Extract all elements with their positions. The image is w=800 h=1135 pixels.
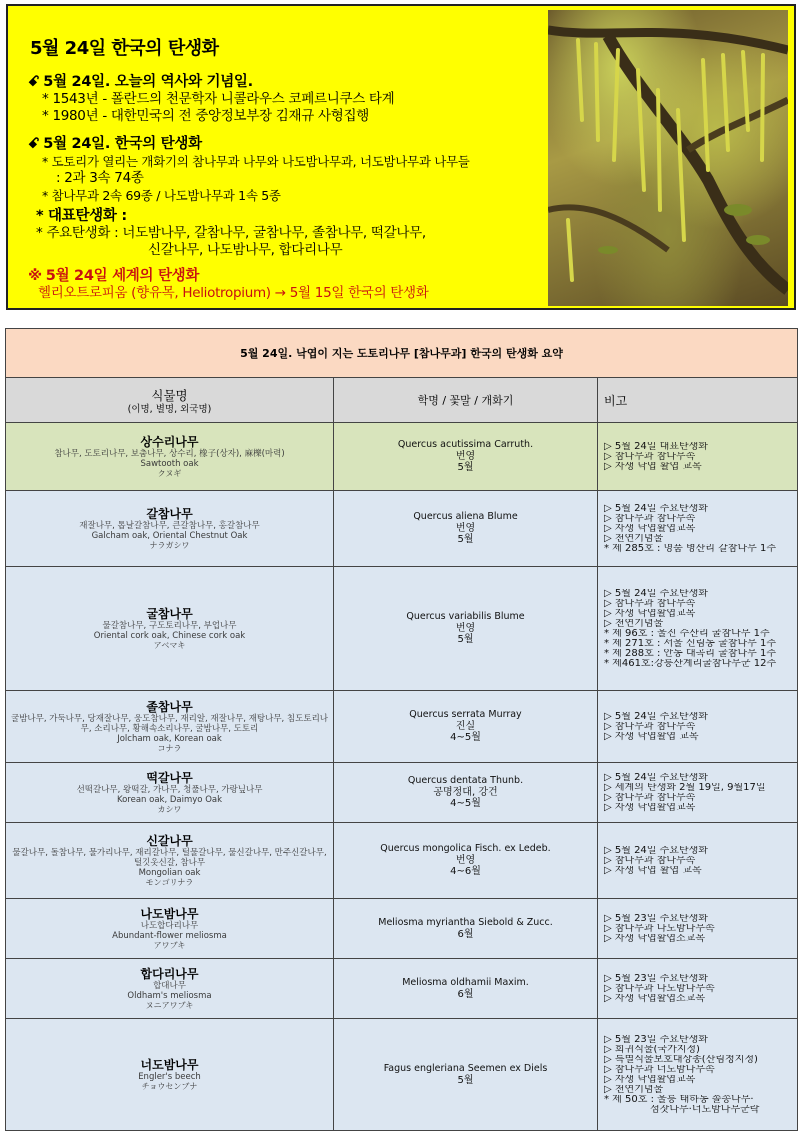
- plant-aliases: 물갈참나무, 구도토리나무, 부업나무: [102, 620, 237, 631]
- note-line: * 제461호:강릉산계리굴참나무군 12주: [604, 658, 777, 669]
- note-line: ▷ 5월 23일 주요탄생화: [604, 973, 708, 984]
- header-plant-name: 식물명 (이명, 별명, 외국명): [6, 378, 334, 423]
- flowering-season: 5월: [457, 634, 474, 646]
- world-birthflower-line: 헬리오트로피움 (향유목, Heliotropium) → 5월 15일 한국의 탄생화: [38, 285, 429, 301]
- table-row: [6, 691, 798, 763]
- birthflower-banner: [6, 4, 796, 310]
- note-line: ▷ 5월 24일 대표탄생화: [604, 441, 708, 452]
- world-birthflower-heading: 5월 24일 세계의 탄생화: [45, 268, 200, 284]
- note-line: ▷ 참나무과 너도밤나무속: [604, 1064, 715, 1075]
- note-line: ▷ 천연기념물: [604, 618, 664, 629]
- plant-japanese-name: ヌニアワブキ: [145, 1000, 194, 1010]
- plant-name: 떡갈나무: [146, 770, 193, 785]
- note-line: ▷ 자생 낙엽 활엽 교목: [604, 865, 702, 876]
- flowering-season: 6월: [457, 928, 474, 940]
- header-scientific-name: 학명 / 꽃말 / 개화기: [334, 378, 598, 423]
- plant-english-name: Oldham's meliosma: [127, 990, 212, 1001]
- scientific-name: Meliosma oldhamii Maxim.: [402, 977, 529, 988]
- note-line: ▷ 특별식물보호대상종(산림청지정): [604, 1054, 758, 1065]
- note-line: ▷ 천연기념물: [604, 1084, 664, 1095]
- history-line: * 1543년 - 폴란드의 천문학자 니콜라우스 코페르니쿠스 타계: [42, 91, 395, 107]
- table-row: [6, 491, 798, 567]
- plant-english-name: Sawtooth oak: [140, 458, 199, 469]
- flower-bullet-icon: ꗃ: [28, 74, 40, 90]
- note-line: ▷ 5월 24일 주요탄생화: [604, 711, 708, 722]
- plant-english-name: Korean oak, Daimyo Oak: [116, 794, 223, 805]
- notes-cell: [598, 423, 798, 491]
- header-notes: 비고: [598, 378, 798, 423]
- main-flower-section: [36, 208, 426, 259]
- note-line: ▷ 자생 낙엽활엽교목: [604, 523, 696, 534]
- note-line: ▷ 자생 낙엽활엽소교목: [604, 933, 705, 944]
- plant-japanese-name: クヌギ: [157, 468, 182, 478]
- flower-language: 번영: [455, 622, 476, 634]
- flowering-season: 4~5월: [450, 732, 481, 744]
- table-row: [6, 567, 798, 691]
- scientific-name: Quercus serrata Murray: [409, 709, 522, 721]
- plant-aliases: 합대나무: [153, 980, 186, 991]
- note-line: ▷ 5월 24일 주요탄생화: [604, 588, 708, 599]
- note-line: ▷ 5월 23일 주요탄생화: [604, 1034, 708, 1045]
- world-birthflower-section: [28, 268, 429, 302]
- note-line: * 제 271호 : 서울 신림동 굴참나무 1주: [604, 638, 776, 649]
- notes-cell: [598, 691, 798, 763]
- note-line: ▷ 세계의 탄생화 2월 19일, 9월17일: [604, 782, 766, 793]
- table-row: [6, 1019, 798, 1131]
- note-line: * 제 96호 : 울진 수산리 굴참나무 1주: [604, 628, 770, 639]
- scientific-name: Meliosma myriantha Siebold & Zucc.: [378, 917, 553, 928]
- note-line: ▷ 5월 24일 주요탄생화: [604, 772, 708, 783]
- plant-name: 졸참나무: [146, 699, 193, 714]
- note-line: ▷ 참나무과 참나무속: [604, 855, 696, 866]
- oak-catkin-illustration: [548, 10, 788, 306]
- flower-language: 공명정대, 강건: [433, 786, 498, 798]
- plant-english-name: Oriental cork oak, Chinese cork oak: [93, 630, 246, 641]
- note-line: * 제 50호 : 울릉 태하동 솔송나무·: [604, 1094, 754, 1105]
- plant-name: 굴참나무: [146, 606, 193, 621]
- note-line: ▷ 참나무과 참나무속: [604, 513, 696, 524]
- note-line: ▷ 자생 낙엽활엽교목: [604, 802, 696, 813]
- plant-name: 신갈나무: [146, 833, 193, 848]
- birthflower-summary-table: [5, 328, 798, 1131]
- notes-cell: [598, 823, 798, 899]
- history-line: * 1980년 - 대한민국의 전 중앙정보부장 김재규 사형집행: [42, 108, 369, 124]
- reference-mark-icon: ※: [28, 268, 42, 284]
- scientific-name: Quercus variabilis Blume: [406, 611, 525, 623]
- representative-flower-label: * 대표탄생화 :: [36, 208, 127, 224]
- table-row: [6, 423, 798, 491]
- plant-japanese-name: チョウセンブナ: [141, 1081, 198, 1091]
- plant-aliases: 물갈나무, 돌참나무, 물가리나무, 재리갈나무, 털물갈나무, 물신갈나무, 만주신갈나무, 털깃옷신갈, 참나무: [12, 847, 327, 868]
- plant-english-name: Engler's beech: [138, 1071, 201, 1082]
- plant-name: 상수리나무: [140, 434, 199, 449]
- notes-cell: [598, 1019, 798, 1131]
- notes-cell: [598, 567, 798, 691]
- korean-birthflower-heading: 5월 24일. 한국의 탄생화: [43, 136, 202, 152]
- scientific-name: Quercus acutissima Carruth.: [397, 439, 534, 451]
- table-row: [6, 823, 798, 899]
- plant-japanese-name: モンゴリナラ: [145, 877, 194, 887]
- scientific-name: Fagus engleriana Seemen ex Diels: [383, 1063, 548, 1074]
- plant-aliases: 재잘나무, 톱날갈참나무, 큰갈참나무, 홍갈참나무: [79, 520, 260, 531]
- flowering-season: 5월: [457, 534, 474, 546]
- banner-title: 5월 24일 한국의 탄생화: [30, 38, 219, 59]
- notes-cell: [598, 959, 798, 1019]
- birthflower-line: * 참나무과 2속 69종 / 나도밤나무과 1속 5종: [42, 188, 281, 203]
- plant-english-name: Abundant-flower meliosma: [112, 930, 227, 941]
- note-line: ▷ 참나무과 참나무속: [604, 792, 696, 803]
- note-line: 섬잣나무·너도밤나무군락: [650, 1104, 760, 1115]
- birthflower-line: : 2과 3속 74종: [56, 170, 144, 186]
- flower-bullet-icon: ꗃ: [28, 136, 40, 152]
- plant-japanese-name: コナラ: [157, 743, 182, 753]
- flowering-season: 6월: [457, 988, 474, 1000]
- korean-birthflower-section: [28, 136, 470, 204]
- plant-japanese-name: アベマキ: [153, 640, 186, 650]
- plant-aliases: 나도합다리나무: [140, 920, 199, 931]
- main-flower-line: * 주요탄생화 : 너도밤나무, 갈참나무, 굴참나무, 졸참나무, 떡갈나무,: [36, 225, 426, 241]
- flowering-season: 4~5월: [450, 798, 481, 810]
- plant-aliases: 참나무, 도토리나무, 보춤나무, 상수리, 橡子(상자), 麻櫟(마력): [54, 448, 285, 459]
- table-row: [6, 899, 798, 959]
- notes-cell: [598, 491, 798, 567]
- plant-name: 나도밤나무: [140, 906, 199, 921]
- flower-language: 진실: [455, 720, 476, 732]
- plant-english-name: Galcham oak, Oriental Chestnut Oak: [91, 530, 248, 541]
- plant-japanese-name: カシワ: [157, 804, 182, 814]
- note-line: ▷ 참나무과 참나무속: [604, 598, 696, 609]
- oak-catkin-photo: [548, 10, 788, 306]
- plant-japanese-name: ナラガシワ: [149, 540, 190, 550]
- birthflower-line: * 도토리가 열리는 개화기의 참나무과 나무와 나도밤나무과, 너도밤나무과 나무들: [42, 154, 470, 169]
- note-line: ▷ 자생 낙엽 활엽 교목: [604, 461, 702, 472]
- plant-name: 갈참나무: [146, 506, 193, 521]
- note-line: ▷ 희귀식물(국가지정): [604, 1044, 700, 1055]
- notes-cell: [598, 899, 798, 959]
- flowering-season: 5월: [457, 1074, 474, 1086]
- plant-name: 합다리나무: [140, 966, 199, 981]
- flowering-season: 4~6월: [450, 866, 481, 878]
- flower-language: 번영: [455, 854, 476, 866]
- note-line: * 제 285호 : 명품 병산리 갈참나무 1주: [604, 543, 776, 554]
- flower-language: 번영: [455, 522, 476, 534]
- history-heading: 5월 24일. 오늘의 역사와 기념일.: [43, 74, 253, 90]
- plant-english-name: Jolcham oak, Korean oak: [117, 733, 222, 744]
- note-line: ▷ 자생 낙엽활엽소교목: [604, 993, 705, 1004]
- note-line: ▷ 5월 24일 주요탄생화: [604, 845, 708, 856]
- note-line: ▷ 참나무과 참나무속: [604, 721, 696, 732]
- main-flower-line: 신갈나무, 나도밤나무, 합다리나무: [148, 242, 343, 258]
- plant-japanese-name: アワブキ: [153, 940, 186, 950]
- note-line: ▷ 5월 23일 주요탄생화: [604, 913, 708, 924]
- scientific-name: Quercus dentata Thunb.: [407, 775, 524, 787]
- note-line: ▷ 5월 24일 주요탄생화: [604, 503, 708, 514]
- history-section: [28, 74, 394, 125]
- table-row: [6, 959, 798, 1019]
- note-line: ▷ 참나무과 참나무속: [604, 451, 696, 462]
- plant-english-name: Mongolian oak: [138, 867, 201, 878]
- table-row: [6, 763, 798, 823]
- table-caption: 5월 24일. 낙엽이 지는 도토리나무 [참나무과] 한국의 탄생화 요약: [6, 329, 798, 378]
- flowering-season: 5월: [457, 462, 474, 474]
- note-line: ▷ 자생 낙엽활엽교목: [604, 1074, 696, 1085]
- note-line: ▷ 천연기념물: [604, 533, 664, 544]
- notes-cell: [598, 763, 798, 823]
- note-line: ▷ 참나무과 나도밤나무속: [604, 923, 715, 934]
- note-line: * 제 288호 : 안동 대곡리 굴참나무 1주: [604, 648, 776, 659]
- flower-language: 번영: [455, 450, 476, 462]
- note-line: ▷ 자생 낙엽활엽 교목: [604, 731, 699, 742]
- plant-aliases: 선떡갈나무, 왕떡갈, 가나무, 청풀나무, 가랑닢나무: [76, 784, 263, 795]
- scientific-name: Quercus mongolica Fisch. ex Ledeb.: [380, 843, 551, 855]
- plant-aliases: 굴밤나무, 가둑나무, 당재잘나무, 웅도참나무, 재리알, 재잘나무, 재탕나무, 침도토리나무, 소리나무, 황해속소리나무, 굴밤나무, 도토리: [10, 713, 328, 734]
- note-line: ▷ 자생 낙엽활엽교목: [604, 608, 696, 619]
- note-line: ▷ 참나무과 나도밤나무속: [604, 983, 715, 994]
- scientific-name: Quercus aliena Blume: [413, 511, 518, 523]
- plant-name: 너도밤나무: [140, 1057, 199, 1072]
